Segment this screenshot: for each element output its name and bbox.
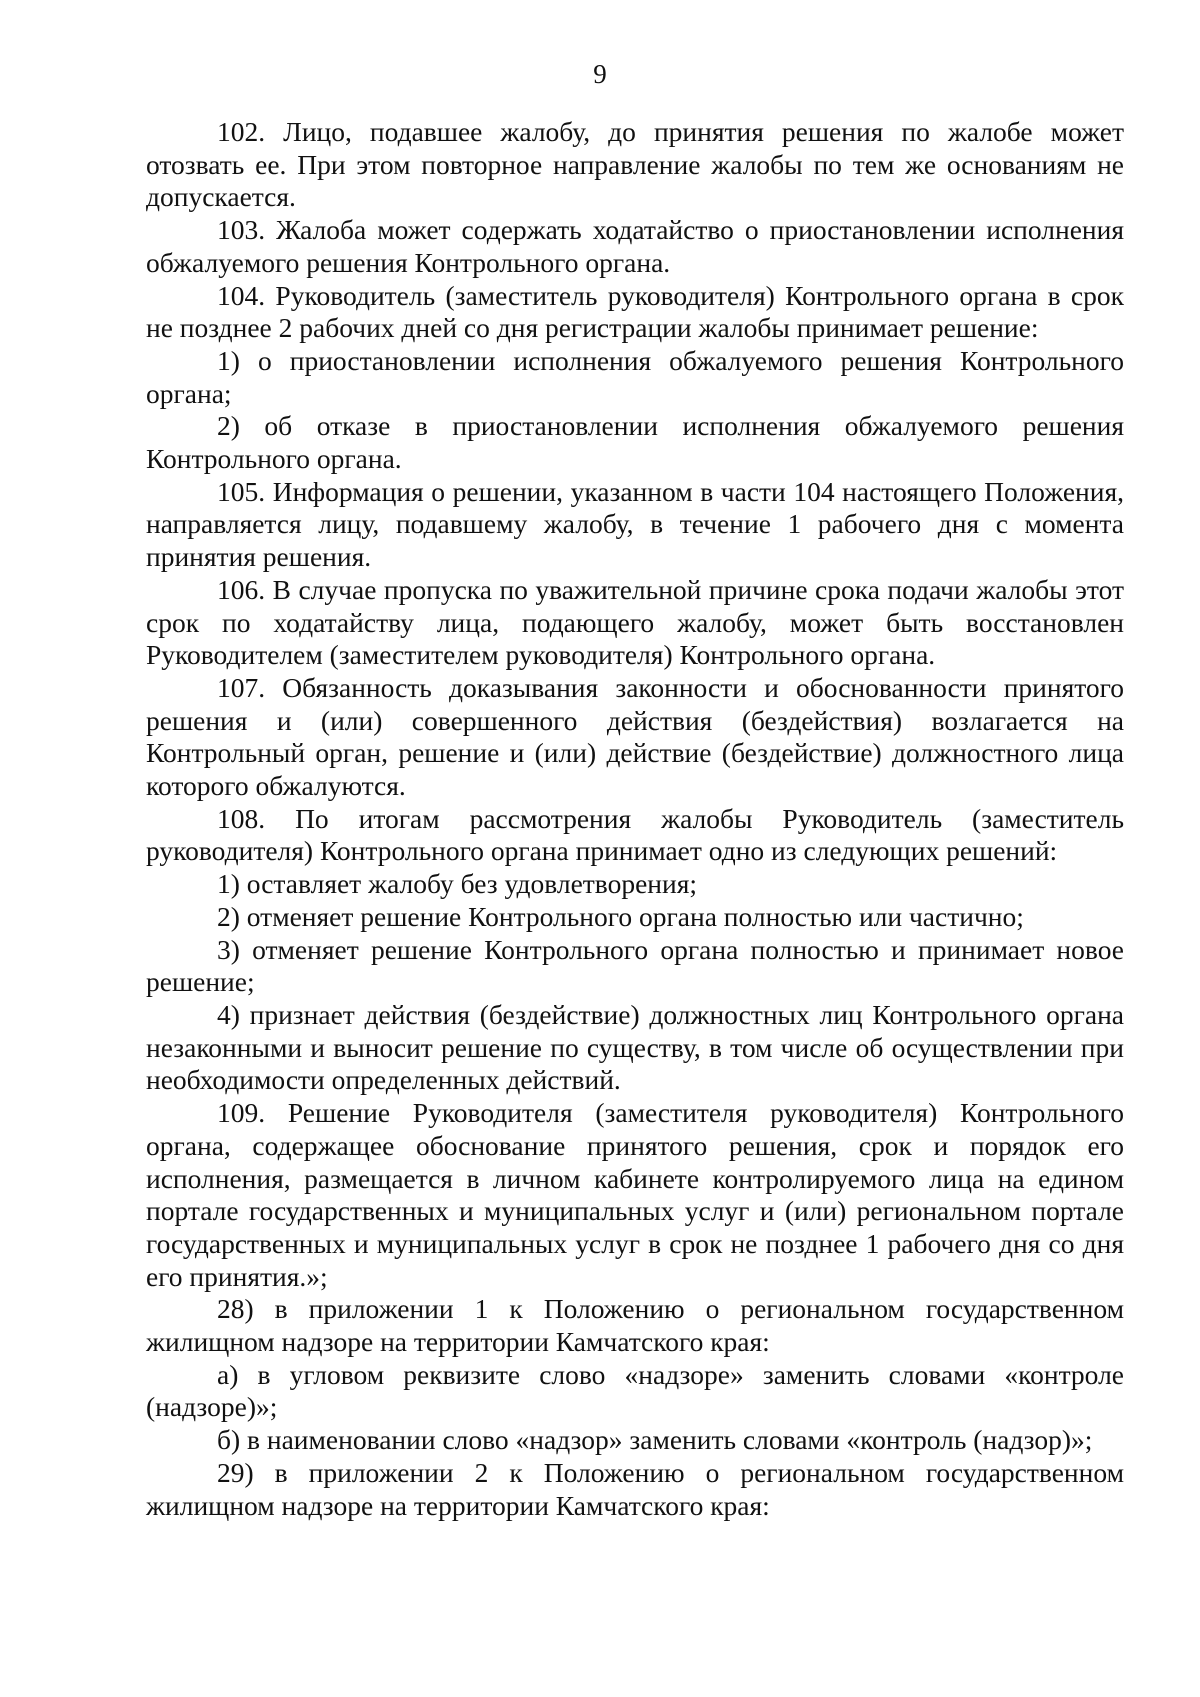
paragraph-109: 109. Решение Руководителя (заместителя руководителя) Контрольного органа, содержащее обоснование принятого решения, срок и порядок его исполнения, размещается в личном кабинете контролируемого лица на едином портале государственных и муниципальных услуг и (или) региональном портале государственных и муниципальных услуг в срок не позднее 1 рабочего дня со дня его принятия.»; (146, 1097, 1124, 1292)
paragraph-105: 105. Информация о решении, указанном в части 104 настоящего Положения, направляется лицу, подавшему жалобу, в течение 1 рабочего дня с момента принятия решения. (146, 475, 1124, 573)
paragraph-29: 29) в приложении 2 к Положению о региональном государственном жилищном надзоре на территории Камчатского края: (146, 1456, 1124, 1521)
paragraph-104-item-2: 2) об отказе в приостановлении исполнения обжалуемого решения Контрольного органа. (146, 410, 1124, 475)
paragraph-28-item-b: б) в наименовании слово «надзор» заменить словами «контроль (надзор)»; (217, 1424, 1093, 1456)
paragraph-28-item-a: а) в угловом реквизите слово «надзоре» заменить словами «контроле (надзоре)»; (146, 1358, 1124, 1423)
paragraph-106: 106. В случае пропуска по уважительной причине срока подачи жалобы этот срок по ходатайству лица, подающего жалобу, может быть восстановлен Руководителем (заместителем руководителя) Контрольного органа. (146, 573, 1124, 671)
paragraph-104-item-1: 1) о приостановлении исполнения обжалуемого решения Контрольного органа; (146, 344, 1124, 409)
paragraph-107: 107. Обязанность доказывания законности и обоснованности принятого решения и (или) совершенного действия (бездействия) возлагается на Контрольный орган, решение и (или) действие (бездействие) должностного лица которого обжалуются. (146, 671, 1124, 802)
paragraph-108-item-4: 4) признает действия (бездействие) должностных лиц Контрольного органа незаконными и выносит решение по существу, в том числе об осуществлении при необходимости определенных действий. (146, 998, 1124, 1096)
paragraph-108: 108. По итогам рассмотрения жалобы Руководитель (заместитель руководителя) Контрольного органа принимает одно из следующих решений: (146, 802, 1124, 867)
document-body (146, 116, 1124, 1522)
paragraph-103: 103. Жалоба может содержать ходатайство о приостановлении исполнения обжалуемого решения Контрольного органа. (146, 214, 1124, 278)
paragraph-108-item-3: 3) отменяет решение Контрольного органа полностью и принимает новое решение; (146, 933, 1124, 998)
page-number: 9 (593, 59, 607, 89)
paragraph-104: 104. Руководитель (заместитель руководителя) Контрольного органа в срок не позднее 2 рабочих дней со дня регистрации жалобы принимает решение: (146, 279, 1124, 344)
paragraph-108-item-2: 2) отменяет решение Контрольного органа полностью или частично; (217, 900, 1024, 932)
paragraph-102: 102. Лицо, подавшее жалобу, до принятия решения по жалобе может отозвать ее. При этом повторное направление жалобы по тем же основаниям не допускается. (146, 116, 1124, 213)
paragraph-108-item-1: 1) оставляет жалобу без удовлетворения; (217, 868, 698, 900)
paragraph-28: 28) в приложении 1 к Положению о региональном государственном жилищном надзоре на территории Камчатского края: (146, 1293, 1124, 1358)
